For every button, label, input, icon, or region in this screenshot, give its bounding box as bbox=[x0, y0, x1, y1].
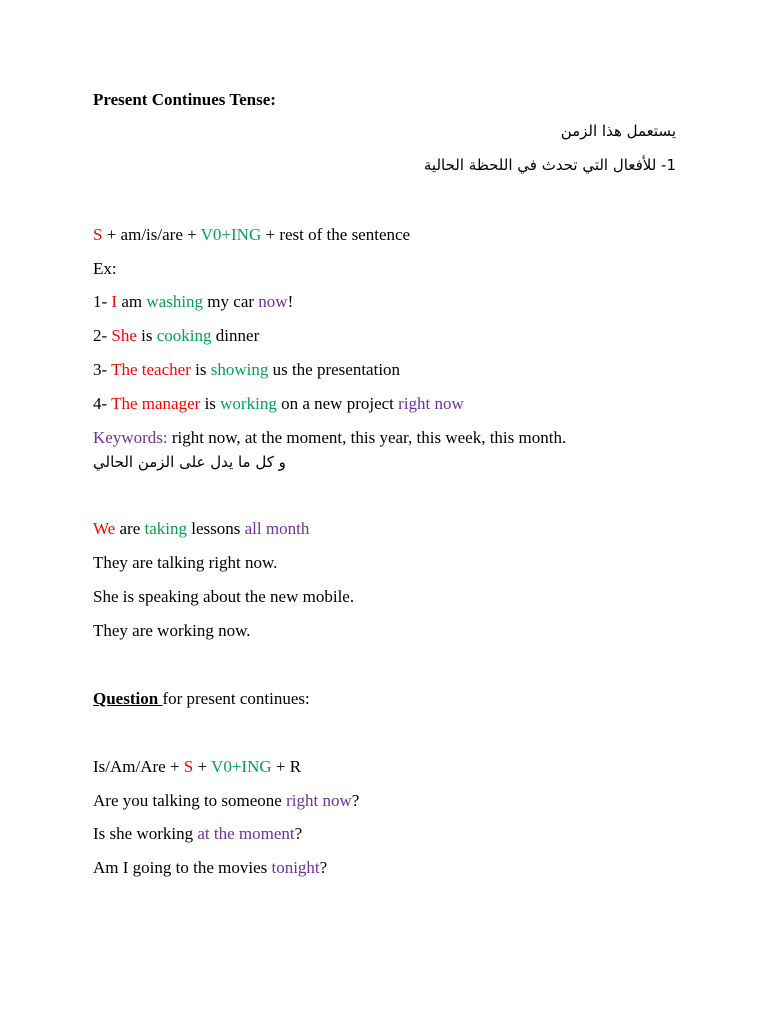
more-example-3: She is speaking about the new mobile. bbox=[93, 587, 355, 606]
example-text: is bbox=[200, 394, 221, 413]
example-3 bbox=[93, 360, 400, 380]
keywords-list: right now, at the moment, this year, this week, this month. bbox=[167, 428, 567, 447]
example-text: am bbox=[117, 292, 147, 311]
question-text: Am I going to the movies bbox=[93, 858, 272, 877]
example-text: dinner bbox=[211, 326, 260, 345]
formula-subject: S bbox=[93, 225, 103, 244]
question-text: ? bbox=[294, 824, 303, 843]
question-text: ? bbox=[319, 858, 328, 877]
example-text: are bbox=[115, 519, 145, 538]
formula-part1: + am/is/are + bbox=[102, 225, 201, 244]
example-text: us the presentation bbox=[268, 360, 401, 379]
question-example-1 bbox=[93, 791, 359, 811]
example-text: my car bbox=[203, 292, 259, 311]
example-2 bbox=[93, 326, 259, 346]
question-time-expression: at the moment bbox=[197, 824, 295, 843]
example-text: is bbox=[190, 360, 211, 379]
question-time-expression: right now bbox=[286, 791, 352, 810]
arabic-keywords-note: و كل ما يدل على الزمن الحالي bbox=[93, 453, 286, 471]
example-4 bbox=[93, 394, 464, 414]
question-heading-rest: for present continues: bbox=[162, 689, 310, 708]
example-verb: washing bbox=[146, 292, 204, 311]
keywords-label: Keywords: bbox=[93, 428, 168, 447]
page-title: Present Continues Tense: bbox=[93, 90, 276, 109]
example-time-expression: all month bbox=[244, 519, 310, 538]
example-number: 3- bbox=[93, 360, 112, 379]
example-number: 2- bbox=[93, 326, 112, 345]
ex-label: Ex: bbox=[93, 259, 117, 278]
example-text: on a new project bbox=[276, 394, 399, 413]
example-text: ! bbox=[287, 292, 294, 311]
more-example-4: They are working now. bbox=[93, 621, 251, 640]
example-subject: The teacher bbox=[111, 360, 191, 379]
example-time-expression: now bbox=[258, 292, 288, 311]
example-time-expression: right now bbox=[398, 394, 464, 413]
formula-part2: + rest of the sentence bbox=[261, 225, 411, 244]
keywords-line bbox=[93, 428, 566, 448]
question-text: Are you talking to someone bbox=[93, 791, 287, 810]
example-verb: showing bbox=[210, 360, 269, 379]
arabic-intro-line: يستعمل هذا الزمن bbox=[560, 122, 676, 140]
question-heading-line bbox=[93, 689, 310, 709]
example-subject: I bbox=[111, 292, 118, 311]
question-formula-end: + R bbox=[271, 757, 302, 776]
example-subject: The manager bbox=[111, 394, 201, 413]
example-subject: We bbox=[93, 519, 116, 538]
question-formula-mid: + bbox=[193, 757, 212, 776]
example-verb: cooking bbox=[156, 326, 212, 345]
question-text: Is she working bbox=[93, 824, 198, 843]
example-verb: working bbox=[220, 394, 277, 413]
question-heading: Question bbox=[93, 689, 163, 708]
example-1 bbox=[93, 292, 293, 312]
example-subject: She bbox=[111, 326, 137, 345]
question-example-3 bbox=[93, 858, 327, 878]
question-formula-start: Is/Am/Are + bbox=[93, 757, 184, 776]
arabic-usage-line: 1- للأفعال التي تحدث في اللحظة الحالية bbox=[423, 156, 676, 174]
example-verb: taking bbox=[144, 519, 187, 538]
question-example-2 bbox=[93, 824, 302, 844]
example-text: lessons bbox=[187, 519, 245, 538]
example-number: 4- bbox=[93, 394, 112, 413]
formula-line bbox=[93, 225, 410, 245]
example-number: 1- bbox=[93, 292, 112, 311]
question-formula-line bbox=[93, 757, 301, 777]
example-text: is bbox=[136, 326, 157, 345]
formula-verb: V0+ING bbox=[200, 225, 262, 244]
question-time-expression: tonight bbox=[271, 858, 320, 877]
question-formula-subject: S bbox=[183, 757, 194, 776]
question-text: ? bbox=[351, 791, 360, 810]
question-formula-verb: V0+ING bbox=[211, 757, 272, 776]
more-example-1 bbox=[93, 519, 309, 539]
more-example-2: They are talking right now. bbox=[93, 553, 278, 572]
